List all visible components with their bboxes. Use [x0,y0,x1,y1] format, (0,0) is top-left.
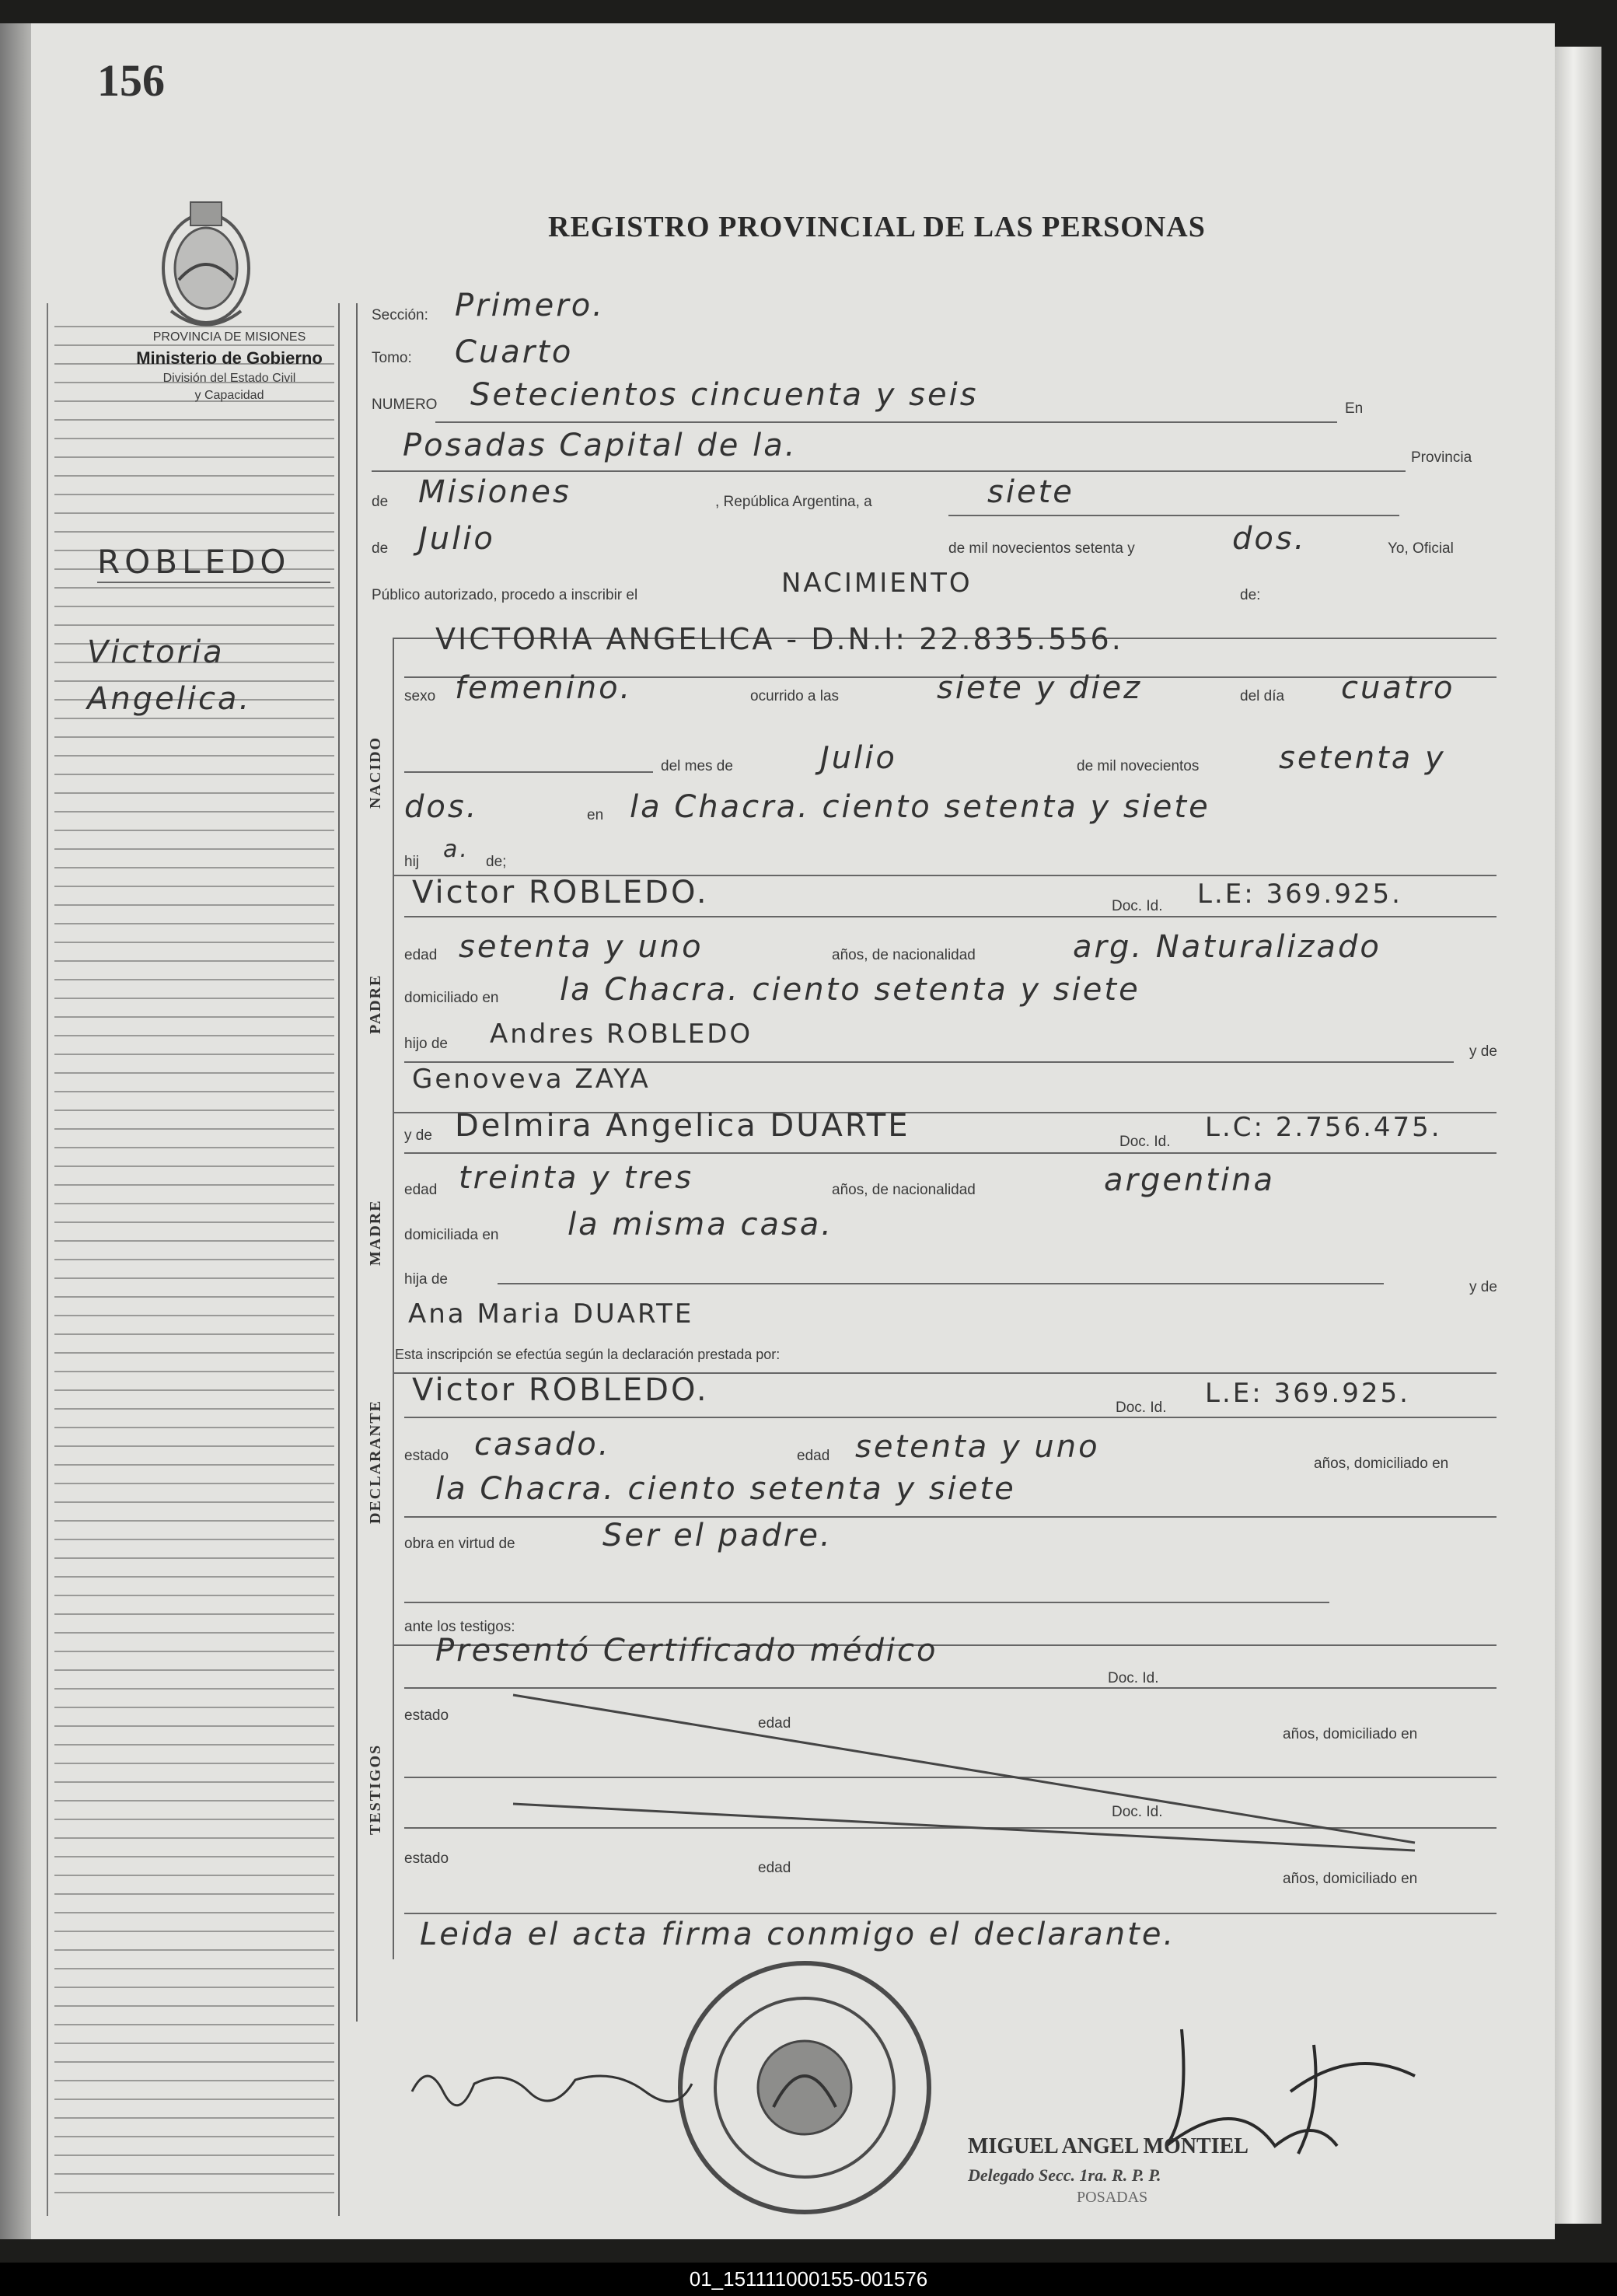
label-madre: MADRE [367,1199,384,1266]
label-decl-estado: estado [404,1448,449,1464]
official-stamp-icon [669,1952,941,2224]
margin-surname-rule [97,582,330,583]
label-test-doc-2: Doc. Id. [1112,1804,1163,1820]
label-padre-doc: Doc. Id. [1112,898,1163,914]
label-publico: Público autorizado, procedo a inscribir el [372,587,638,603]
value-madre-nac: argentina [1104,1162,1275,1198]
org-ministry: Ministerio de Gobierno [136,348,323,368]
org-capacity: y Capacidad [194,389,264,402]
label-test-anos-dom-1: años, domiciliado en [1283,1726,1418,1742]
provincial-coat-of-arms-icon [155,194,257,334]
value-mes-nac: Julio [820,740,897,776]
label-yo-oficial: Yo, Oficial [1388,540,1454,557]
value-mes: Julio [418,521,495,557]
rule-decl-blank [404,1602,1329,1603]
value-decl-nombre: Victor ROBLEDO. [412,1372,709,1408]
label-hij: hij [404,854,420,870]
margin-rule-left [47,303,48,2216]
label-de-colon: de: [1240,587,1261,603]
rule-numero [435,421,1337,423]
org-division: División del Estado Civil [162,372,296,385]
label-declarante: DECLARANTE [367,1399,384,1524]
rule-decl-dom [404,1516,1497,1518]
margin-ruling [54,311,365,2208]
label-ocurrido: ocurrido a las [750,688,840,704]
value-hij: a. [443,836,470,863]
rule-dia-blank [404,771,653,773]
value-hora: siete y diez [937,670,1143,706]
label-padre-y-de: y de [1469,1043,1497,1060]
label-padre: PADRE [367,973,384,1034]
label-de-semi: de; [486,854,507,870]
rule-lugar [372,470,1406,472]
label-madre-edad: edad [404,1182,438,1198]
label-decl-anos-dom: años, domiciliado en [1314,1456,1449,1472]
value-madre-madre: Ana Maria DUARTE [408,1298,694,1330]
value-testigos-nota: Presentó Certificado médico [435,1633,938,1669]
margin-rule-right [338,303,340,2216]
value-sexo: femenino. [455,670,633,706]
label-madre-dom: domiciliada en [404,1227,499,1243]
label-madre-anos-nac: años, de nacionalidad [832,1182,976,1198]
label-padre-dom: domiciliado en [404,990,499,1006]
label-ante: ante los testigos: [404,1619,515,1635]
value-lugar-nac: la Chacra. ciento setenta y siete [630,789,1210,825]
margin-surname: ROBLEDO [97,543,291,581]
label-decl-edad: edad [797,1448,830,1464]
value-lugar: Posadas Capital de la. [403,428,798,463]
label-test-edad-2: edad [758,1860,791,1876]
value-padre-dom: la Chacra. ciento setenta y siete [560,972,1140,1008]
value-padre-hijo-de: Andres ROBLEDO [490,1019,753,1050]
value-madre-edad: treinta y tres [459,1160,694,1196]
label-tomo: Tomo: [372,350,412,366]
value-decl-doc: L.E: 369.925. [1205,1378,1410,1409]
section-rule [393,638,394,1959]
margin-given-1: Victoria [87,634,225,670]
label-madre-y-de-2: y de [1469,1279,1497,1295]
label-en: En [1345,400,1364,417]
value-padre-doc: L.E: 369.925. [1197,879,1402,910]
org-province: PROVINCIA DE MISIONES [152,330,306,344]
value-dia-nac: cuatro [1341,670,1455,706]
register-page [31,23,1555,2239]
label-de-1: de [372,494,389,510]
value-cierre: Leida el acta firma conmigo el declarante. [420,1917,1176,1952]
label-decl-obra: obra en virtud de [404,1536,515,1552]
value-numero: Setecientos cincuenta y seis [470,377,979,413]
value-provincia: Misiones [418,474,571,510]
rule-madre-hija [498,1283,1384,1284]
value-anio-nac-2: dos. [404,789,479,825]
label-madre-doc: Doc. Id. [1119,1134,1171,1150]
label-del-dia: del día [1240,688,1285,704]
label-numero: NUMERO [372,397,438,413]
signer-name: MIGUEL ANGEL MONTIEL [968,2134,1249,2158]
label-testigos: TESTIGOS [367,1743,384,1835]
label-provincia: Provincia [1411,449,1472,466]
document-title: REGISTRO PROVINCIAL DE LAS PERSONAS [548,211,1206,243]
rule-madre-nombre [404,1152,1497,1154]
value-padre-nombre: Victor ROBLEDO. [412,875,709,910]
label-padre-edad: edad [404,947,438,963]
label-madre-hija-de: hija de [404,1271,448,1288]
value-nombre: VICTORIA ANGELICA - D.N.I: 22.835.556. [435,622,1123,656]
rule-dia [948,515,1399,516]
label-sexo: sexo [404,688,436,704]
value-madre-nombre: Delmira Angelica DUARTE [455,1108,910,1144]
label-mil-nov: de mil novecientos setenta y [948,540,1135,557]
image-code-bar: 01_151111000155-001576 [0,2263,1617,2296]
signer-city: POSADAS [1077,2189,1148,2206]
label-en-lugar: en [587,807,604,823]
label-padre-anos-nac: años, de nacionalidad [832,947,976,963]
label-test-doc-1: Doc. Id. [1108,1670,1159,1686]
label-nacido: NACIDO [367,736,384,809]
value-madre-dom: la misma casa. [568,1207,834,1242]
value-decl-estado: casado. [474,1427,611,1463]
label-seccion: Sección: [372,307,428,323]
value-tomo: Cuarto [455,334,574,370]
rule-decl-nombre [404,1417,1497,1418]
value-decl-obra: Ser el padre. [602,1518,833,1553]
label-madre-y-de: y de [404,1127,432,1144]
label-test-estado-1: estado [404,1707,449,1724]
label-republica: , República Argentina, a [715,494,872,510]
rule-padre-hijo [404,1061,1454,1063]
book-spine [0,23,31,2239]
value-decl-edad: setenta y uno [855,1429,1100,1465]
label-de-2: de [372,540,389,557]
strike-lines [498,1687,1430,1858]
signer-title: Delegado Secc. 1ra. R. P. P. [968,2165,1161,2185]
value-padre-edad: setenta y uno [459,929,704,965]
label-test-estado-2: estado [404,1850,449,1867]
rule-close-top [404,1913,1497,1914]
form-left-rule [356,303,358,2022]
page-edge [1555,47,1601,2224]
value-padre-madre: Genoveva ZAYA [412,1064,651,1095]
page-number: 156 [97,55,165,106]
label-test-anos-dom-2: años, domiciliado en [1283,1871,1418,1887]
label-de-mil-nov: de mil novecientos [1077,758,1200,774]
rule-padre-nombre [404,916,1497,917]
value-decl-dom: la Chacra. ciento setenta y siete [435,1471,1016,1507]
value-anio-nac-1: setenta y [1279,740,1446,776]
value-acto: NACIMIENTO [781,568,973,599]
margin-given-2: Angelica. [87,681,252,717]
value-seccion: Primero. [455,288,605,323]
value-dia: siete [987,474,1074,510]
value-madre-doc: L.C: 2.756.475. [1205,1112,1442,1143]
declarant-signature [396,2037,707,2123]
label-decl-doc: Doc. Id. [1116,1400,1167,1416]
label-inscripcion: Esta inscripción se efectúa según la declaración prestada por: [395,1347,781,1362]
label-padre-hijo-de: hijo de [404,1036,448,1052]
value-anio: dos. [1232,521,1307,557]
value-padre-nac: arg. Naturalizado [1073,929,1381,965]
label-del-mes: del mes de [661,758,733,774]
label-test-edad-1: edad [758,1715,791,1732]
